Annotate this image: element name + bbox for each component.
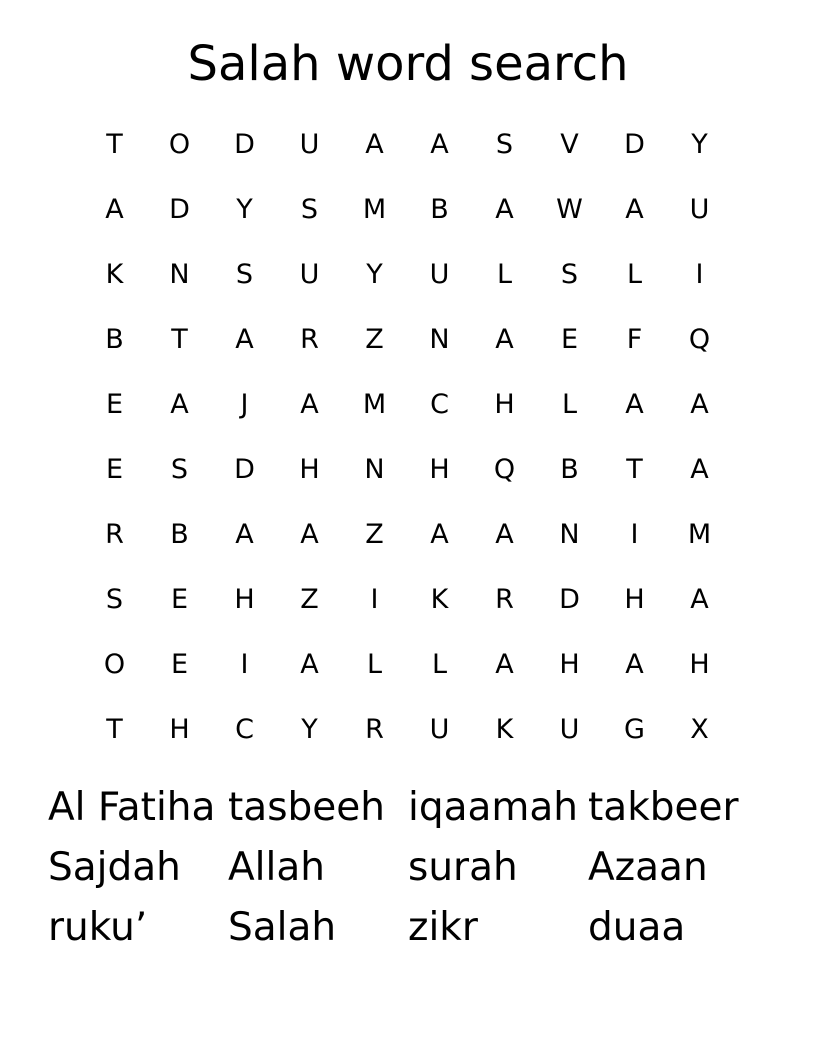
grid-letter: X bbox=[690, 714, 709, 745]
grid-letter: D bbox=[234, 454, 255, 485]
grid-letter: I bbox=[240, 649, 249, 680]
grid-letter: B bbox=[560, 454, 579, 485]
grid-letter: H bbox=[559, 649, 580, 680]
grid-letter: Y bbox=[301, 714, 318, 745]
word-list bbox=[48, 778, 768, 958]
grid-letter: U bbox=[429, 259, 450, 290]
letter-grid bbox=[82, 112, 732, 762]
word-list-item: surah bbox=[408, 845, 518, 890]
grid-letter: E bbox=[105, 454, 124, 485]
word-list-item: Allah bbox=[228, 845, 325, 890]
grid-letter: A bbox=[105, 194, 124, 225]
grid-letter: H bbox=[624, 584, 645, 615]
grid-letter: I bbox=[630, 519, 639, 550]
grid-letter: S bbox=[300, 194, 319, 225]
grid-letter: N bbox=[169, 259, 190, 290]
grid-letter: A bbox=[430, 129, 449, 160]
grid-letter: T bbox=[106, 129, 123, 160]
grid-letter: Z bbox=[365, 324, 384, 355]
grid-letter: Z bbox=[300, 584, 319, 615]
word-list-item: Al Fatiha bbox=[48, 785, 216, 830]
grid-letter: H bbox=[169, 714, 190, 745]
word-list-item: iqaamah bbox=[408, 785, 578, 830]
page-title: Salah word search bbox=[187, 36, 629, 92]
grid-letter: N bbox=[559, 519, 580, 550]
grid-letter: E bbox=[560, 324, 579, 355]
grid-letter: B bbox=[105, 324, 124, 355]
word-list-item: Salah bbox=[228, 905, 337, 950]
grid-letter: O bbox=[168, 129, 191, 160]
grid-letter: F bbox=[626, 324, 643, 355]
grid-letter: S bbox=[560, 259, 579, 290]
grid-letter: U bbox=[559, 714, 580, 745]
grid-letter: A bbox=[170, 389, 189, 420]
grid-letter: Y bbox=[691, 129, 708, 160]
word-list-item: Sajdah bbox=[48, 845, 181, 890]
grid-letter: A bbox=[300, 649, 319, 680]
word-list-item: duaa bbox=[588, 905, 686, 950]
grid-letter: R bbox=[105, 519, 124, 550]
grid-letter: S bbox=[105, 584, 124, 615]
grid-letter: A bbox=[495, 324, 514, 355]
word-list-item: ruku’ bbox=[48, 905, 148, 950]
grid-letter: U bbox=[689, 194, 710, 225]
grid-letter: A bbox=[495, 519, 514, 550]
grid-letter: A bbox=[690, 454, 709, 485]
grid-letter: C bbox=[430, 389, 449, 420]
grid-letter: H bbox=[429, 454, 450, 485]
grid-letter: A bbox=[495, 194, 514, 225]
grid-letter: A bbox=[690, 584, 709, 615]
grid-letter: T bbox=[626, 454, 643, 485]
grid-letter: L bbox=[561, 389, 578, 420]
grid-letter: L bbox=[496, 259, 513, 290]
grid-letter: H bbox=[299, 454, 320, 485]
word-list-item: Azaan bbox=[588, 845, 708, 890]
grid-letter: K bbox=[105, 259, 124, 290]
grid-letter: A bbox=[625, 389, 644, 420]
grid-letter: N bbox=[429, 324, 450, 355]
grid-letter: R bbox=[365, 714, 384, 745]
grid-letter: T bbox=[106, 714, 123, 745]
grid-letter: Q bbox=[493, 454, 516, 485]
grid-letter: A bbox=[690, 389, 709, 420]
grid-letter: E bbox=[105, 389, 124, 420]
grid-letter: B bbox=[430, 194, 449, 225]
grid-letter: J bbox=[240, 389, 249, 420]
grid-letter: U bbox=[429, 714, 450, 745]
grid-letter: K bbox=[430, 584, 449, 615]
grid-letter: U bbox=[299, 129, 320, 160]
grid-letter: L bbox=[431, 649, 448, 680]
grid-letter: D bbox=[169, 194, 190, 225]
word-list-item: zikr bbox=[408, 905, 478, 950]
grid-letter: G bbox=[624, 714, 645, 745]
grid-letter: Y bbox=[366, 259, 383, 290]
grid-letter: W bbox=[556, 194, 583, 225]
grid-letter: A bbox=[300, 389, 319, 420]
grid-letter: C bbox=[235, 714, 254, 745]
grid-letter: R bbox=[300, 324, 319, 355]
grid-letter: A bbox=[625, 194, 644, 225]
grid-letter: R bbox=[495, 584, 514, 615]
grid-letter: N bbox=[364, 454, 385, 485]
grid-letter: Z bbox=[365, 519, 384, 550]
grid-letter: A bbox=[365, 129, 384, 160]
grid-letter: B bbox=[170, 519, 189, 550]
grid-letter: I bbox=[695, 259, 704, 290]
grid-letter: A bbox=[235, 324, 254, 355]
grid-letter: O bbox=[103, 649, 126, 680]
grid-letter: H bbox=[689, 649, 710, 680]
grid-letter: H bbox=[234, 584, 255, 615]
grid-letter: Q bbox=[688, 324, 711, 355]
grid-letter: E bbox=[170, 584, 189, 615]
grid-letter: D bbox=[624, 129, 645, 160]
grid-letter: M bbox=[687, 519, 712, 550]
grid-letter: A bbox=[430, 519, 449, 550]
grid-letter: A bbox=[495, 649, 514, 680]
grid-letter: D bbox=[559, 584, 580, 615]
grid-letter: L bbox=[366, 649, 383, 680]
grid-letter: D bbox=[234, 129, 255, 160]
grid-letter: V bbox=[560, 129, 579, 160]
grid-letter: U bbox=[299, 259, 320, 290]
grid-letter: S bbox=[235, 259, 254, 290]
grid-letter: T bbox=[171, 324, 188, 355]
grid-letter: L bbox=[626, 259, 643, 290]
grid-letter: S bbox=[495, 129, 514, 160]
grid-letter: M bbox=[362, 194, 387, 225]
grid-letter: I bbox=[370, 584, 379, 615]
grid-letter: S bbox=[170, 454, 189, 485]
grid-letter: Y bbox=[236, 194, 253, 225]
grid-letter: A bbox=[625, 649, 644, 680]
grid-letter: A bbox=[300, 519, 319, 550]
grid-letter: K bbox=[495, 714, 514, 745]
word-list-item: tasbeeh bbox=[228, 785, 385, 830]
word-list-item: takbeer bbox=[588, 785, 739, 830]
grid-letter: E bbox=[170, 649, 189, 680]
grid-letter: M bbox=[362, 389, 387, 420]
grid-letter: H bbox=[494, 389, 515, 420]
grid-letter: A bbox=[235, 519, 254, 550]
